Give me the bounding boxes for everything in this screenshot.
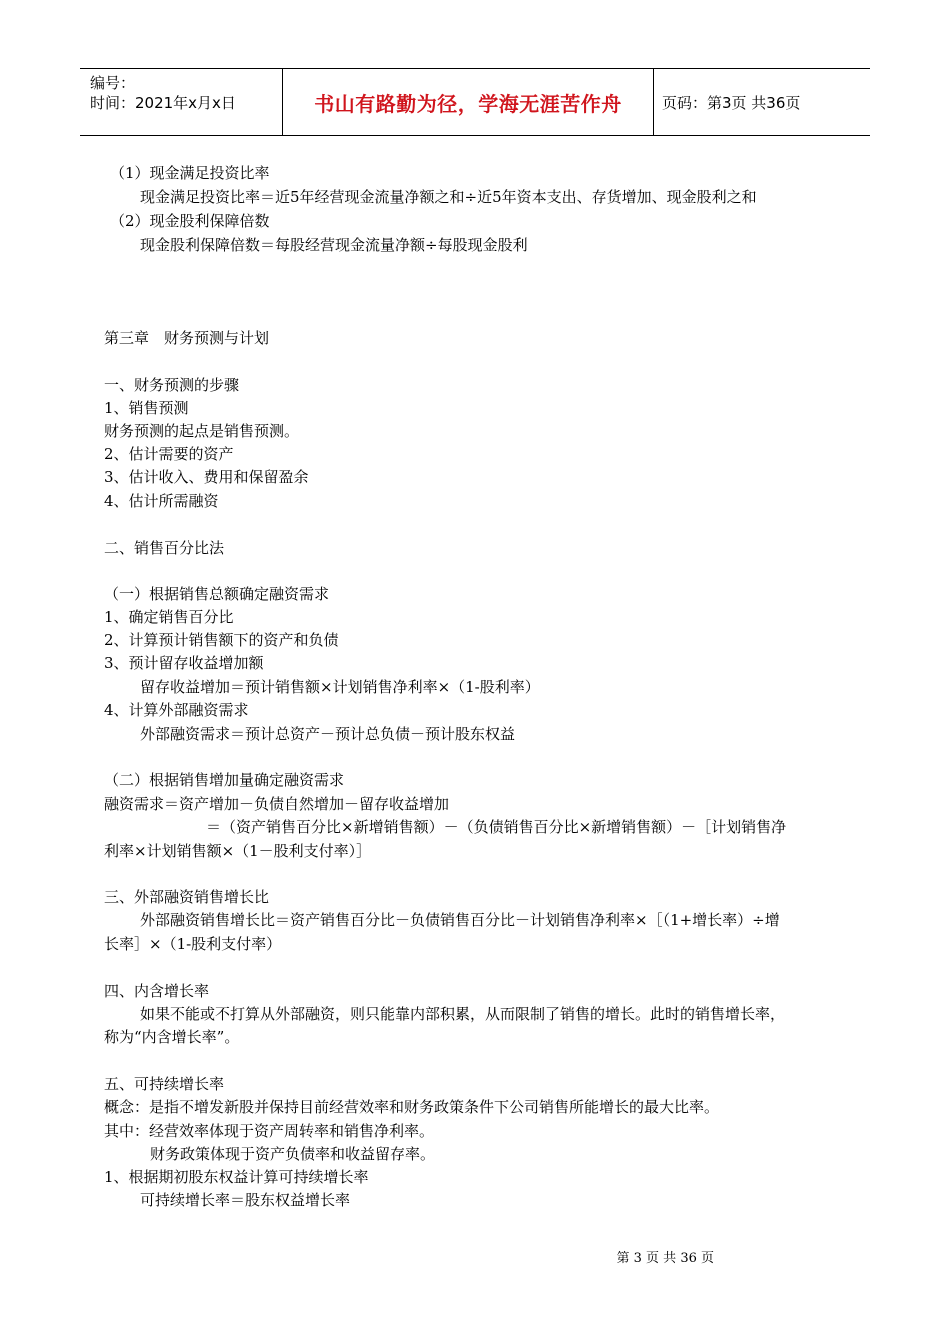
formula-line: 可持续增长率＝股东权益增长率: [140, 1191, 351, 1209]
text-line: 1、确定销售百分比: [104, 608, 234, 626]
header-page-label: 页码：第3页 共36页: [662, 93, 801, 112]
text-line: 1、根据期初股东权益计算可持续增长率: [104, 1168, 369, 1186]
section-heading: 五、可持续增长率: [104, 1075, 225, 1093]
text-line: 现金股利保障倍数＝每股经营现金流量净额÷每股现金股利: [140, 236, 528, 254]
page-footer: 第 3 页 共 36 页: [616, 1251, 714, 1266]
section-heading: 一、财务预测的步骤: [104, 376, 240, 394]
text-line: 3、预计留存收益增加额: [104, 654, 264, 672]
subsection-heading: （一）根据销售总额确定融资需求: [104, 585, 330, 603]
formula-line: 融资需求＝资产增加－负债自然增加－留存收益增加: [104, 795, 450, 813]
text-line: 3、估计收入、费用和保留盈余: [104, 468, 309, 486]
formula-line: 外部融资需求＝预计总资产－预计总负债－预计股东权益: [140, 725, 516, 743]
number-label: 编号：: [90, 74, 136, 92]
header-table: [80, 68, 870, 136]
formula-line: ＝（资产销售百分比×新增销售额）－（负债销售百分比×新增销售额）－［计划销售净: [206, 818, 787, 836]
formula-line: 外部融资销售增长比＝资产销售百分比－负债销售百分比－计划销售净利率×［（1+增长率）÷增: [140, 911, 780, 929]
text-line: 4、计算外部融资需求: [104, 701, 249, 719]
header-motto: 书山有路勤为径，学海无涯苦作舟: [282, 69, 654, 135]
text-line: 2、计算预计销售额下的资产和负债: [104, 631, 339, 649]
text-line: 财务政策体现于资产负债率和收益留存率。: [150, 1145, 436, 1163]
subsection-heading: （二）根据销售增加量确定融资需求: [104, 771, 345, 789]
text-line: 如果不能或不打算从外部融资，则只能靠内部积累，从而限制了销售的增长。此时的销售增长率，: [140, 1005, 786, 1023]
formula-line: 利率×计划销售额×（1－股利支付率）］: [104, 842, 372, 860]
text-line: 概念：是指不增发新股并保持目前经营效率和财务政策条件下公司销售所能增长的最大比率。: [104, 1098, 720, 1116]
formula-line: 长率］×（1-股利支付率）: [104, 935, 282, 953]
text-line: 4、估计所需融资: [104, 492, 219, 510]
section-heading: 四、内含增长率: [104, 982, 210, 1000]
formula-line: 留存收益增加＝预计销售额×计划销售净利率×（1-股利率）: [140, 678, 540, 696]
section-heading: 二、销售百分比法: [104, 539, 225, 557]
header-meta: [80, 69, 282, 135]
text-line: 1、销售预测: [104, 399, 189, 417]
text-line: 财务预测的起点是销售预测。: [104, 422, 300, 440]
text-line: 2、估计需要的资产: [104, 445, 234, 463]
date-label: 时间：2021年x月x日: [90, 94, 236, 112]
text-line: 其中：经营效率体现于资产周转率和销售净利率。: [104, 1122, 435, 1140]
text-line: 称为“内含增长率”。: [104, 1028, 240, 1046]
text-line: （1）现金满足投资比率: [110, 164, 270, 182]
chapter-heading: 第三章 财务预测与计划: [104, 329, 270, 347]
section-heading: 三、外部融资销售增长比: [104, 888, 270, 906]
text-line: （2）现金股利保障倍数: [110, 212, 270, 230]
text-line: 现金满足投资比率＝近5年经营现金流量净额之和÷近5年资本支出、存货增加、现金股利之和: [140, 188, 757, 206]
